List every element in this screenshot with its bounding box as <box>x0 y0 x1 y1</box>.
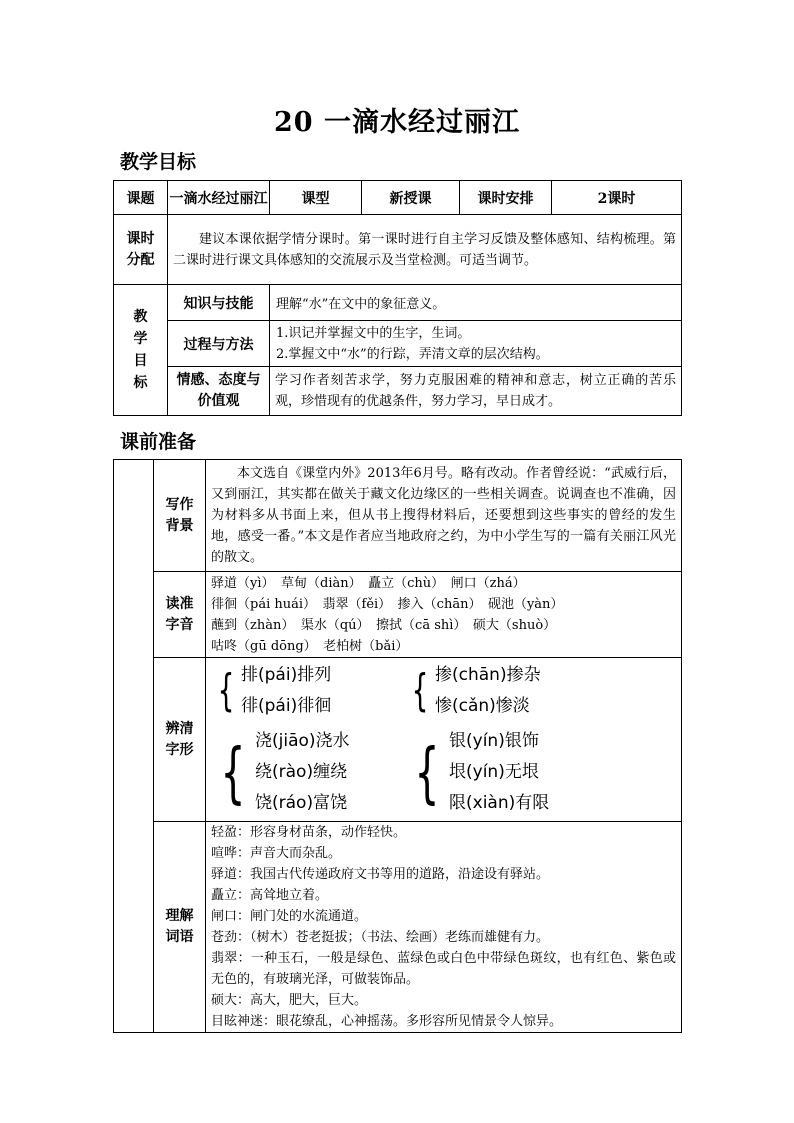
shape-item: 垠(yín)无垠 <box>449 762 539 782</box>
shape-group <box>406 660 596 722</box>
cell-shape-groups <box>206 658 682 822</box>
vocab-line: 苍劲：（树木）苍老挺拔；（书法、绘画）老练而雄健有力。 <box>211 930 550 945</box>
shape-item: 掺(chān)掺杂 <box>435 665 541 685</box>
cell-background-text: 本文选自《课堂内外》2013年6月号。略有改动。作者曾经说：“武威行后，又到丽江，其实都在做关于藏文化边缘区的一些相关调查。说调查也不准确，因为材料多从书面上来，但从书上搜得材料后，还要想到这些事实的曾经的发生地，感受一番。”本文是作者应当地政府之约，为中小学生写的一篇有关丽江风光的散文。 <box>206 460 682 572</box>
shape-group <box>406 726 596 819</box>
cell-pron-label: 读准字音 <box>154 572 206 658</box>
shape-item: 限(xiàn)有限 <box>449 793 550 813</box>
page-title: 20 一滴水经过丽江 <box>274 107 520 138</box>
vocab-line: 轻盈：形容身材苗条，动作轻快。 <box>211 825 407 840</box>
vocab-line: 驿道：我国古代传递政府文书等用的道路，沿途设有驿站。 <box>211 867 550 882</box>
cell-emotion-label: 情感、态度与价值观 <box>168 367 270 416</box>
process-line: 2.掌握文中“水”的行踪，弄清文章的层次结构。 <box>276 346 549 362</box>
cell-type-value: 新授课 <box>362 181 460 215</box>
cell-hours-label: 课时安排 <box>460 181 552 215</box>
shape-item: 银(yín)银饰 <box>449 731 539 751</box>
cell-emotion-text: 学习作者刻苦求学，努力克服困难的精神和意志，树立正确的苦乐观，珍惜现有的优越条件，努力学习，早日成才。 <box>270 367 682 416</box>
cell-pron-list <box>206 572 682 658</box>
vocab-line: 硕大：高大，肥大，巨大。 <box>211 993 368 1008</box>
shape-item: 浇(jiāo)浇水 <box>255 731 350 751</box>
cell-schedule-text: 建议本课依据学情分课时。第一课时进行自主学习反馈及整体感知、结构梳理。第二课时进行课文具体感知的交流展示及当堂检测。可适当调节。 <box>168 215 682 285</box>
cell-knowledge-label: 知识与技能 <box>168 285 270 321</box>
lesson-info-table <box>113 180 682 416</box>
section-heading-prep: 课前准备 <box>120 431 197 453</box>
cell-process-text <box>270 321 682 367</box>
cell-lesson-value: 一滴水经过丽江 <box>168 181 270 215</box>
shape-group <box>212 726 402 819</box>
prep-table <box>113 459 682 1033</box>
cell-vocab-list <box>206 822 682 1033</box>
cell-goals-label: 教学目标 <box>114 285 168 416</box>
pron-line: 咕咚（gū dōng） 老柏树（bǎi） <box>211 638 409 654</box>
shape-item: 排(pái)排列 <box>241 665 332 685</box>
cell-process-label: 过程与方法 <box>168 321 270 367</box>
shape-item: 绕(rào)缠绕 <box>255 762 348 782</box>
vocab-line: 闸口：闸门处的水流通道。 <box>211 909 368 924</box>
vocab-line: 目眩神迷：眼花缭乱，心神摇荡。多形容所见情景令人惊异。 <box>211 1014 563 1029</box>
cell-vocab-label: 理解词语 <box>154 822 206 1033</box>
cell-shape-label: 辨清字形 <box>154 658 206 822</box>
prep-blank-cell <box>114 460 154 1033</box>
pron-line: 蘸到（zhàn） 渠水（qú） 擦拭（cā shì） 硕大（shuò） <box>211 617 557 633</box>
cell-type-label: 课型 <box>270 181 362 215</box>
cell-schedule-label: 课时分配 <box>114 215 168 285</box>
section-heading-goals: 教学目标 <box>120 151 197 173</box>
brace-icon: { <box>217 665 235 716</box>
vocab-line: 矗立：高耸地立着。 <box>211 888 329 903</box>
pron-line: 驿道（yì） 草甸（diàn） 矗立（chù） 闸口（zhá） <box>211 575 526 591</box>
shape-item: 惨(cǎn)惨淡 <box>435 696 530 716</box>
shape-item: 饶(ráo)富饶 <box>255 793 348 813</box>
pron-line: 徘徊（pái huái） 翡翠（fěi） 掺入（chān） 砚池（yàn） <box>211 596 564 612</box>
cell-knowledge-text: 理解“水”在文中的象征意义。 <box>270 285 682 321</box>
process-line: 1.识记并掌握文中的生字，生词。 <box>276 325 471 341</box>
cell-hours-value: 2课时 <box>552 181 682 215</box>
brace-icon: { <box>414 733 440 811</box>
brace-icon: { <box>411 665 429 716</box>
vocab-line: 喧哗：声音大而杂乱。 <box>211 846 342 861</box>
shape-item: 徘(pái)徘徊 <box>241 696 332 716</box>
cell-background-label: 写作背景 <box>154 460 206 572</box>
vocab-line: 翡翠：一种玉石，一般是绿色、蓝绿色或白色中带绿色斑纹，也有红色、紫色或无色的，有玻璃光泽，可做装饰品。 <box>211 951 676 987</box>
cell-lesson-label: 课题 <box>114 181 168 215</box>
shape-group <box>212 660 402 722</box>
brace-icon: { <box>220 733 246 811</box>
